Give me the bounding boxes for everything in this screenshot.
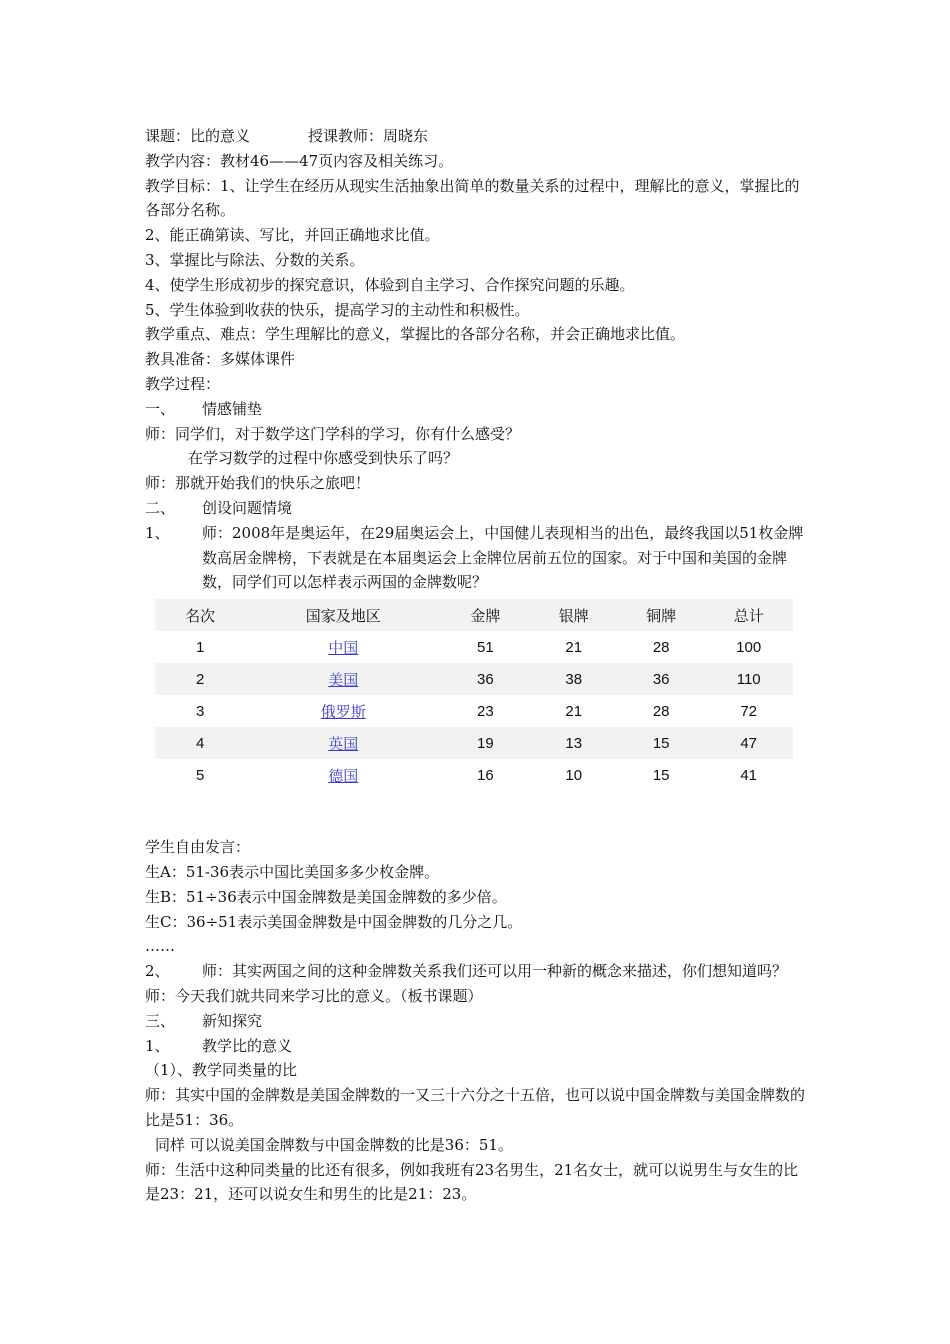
dialogue-line: 师：生活中这种同类量的比还有很多，例如我班有23名男生，21名女士，就可以说男生与女生的比是23：21，还可以说女生和男生的比是21：23。 xyxy=(145,1160,799,1204)
bronze-cell: 28 xyxy=(652,638,670,656)
gold-cell: 36 xyxy=(441,663,529,695)
objective-5: 5、学生体验到收获的快乐，提高学习的主动性和积极性。 xyxy=(145,300,530,319)
country-link[interactable]: 中国 xyxy=(328,638,359,657)
ellipsis-line: …… xyxy=(145,937,175,956)
silver-cell: 13 xyxy=(530,727,618,759)
dialogue-line: 师：其实中国的金牌数是美国金牌数的一又三十六分之十五倍，也可以说中国金牌数与美国金牌数的比是51：36。 xyxy=(145,1086,806,1129)
bronze-cell: 28 xyxy=(652,702,670,720)
gold-cell: 23 xyxy=(477,702,494,720)
section-title: 情感铺垫 xyxy=(202,399,263,418)
objective-4: 4、使学生形成初步的探究意识，体验到自主学习、合作探究问题的乐趣。 xyxy=(145,275,635,294)
rank-cell: 5 xyxy=(195,766,205,784)
gold-cell: 19 xyxy=(441,727,529,759)
dialogue-line: 师：同学们，对于数学这门学科的学习，你有什么感受？ xyxy=(145,424,521,443)
numbered-item xyxy=(145,521,810,595)
silver-cell: 10 xyxy=(565,766,583,784)
col-header: 名次 xyxy=(155,599,245,631)
rank-cell: 2 xyxy=(155,663,245,695)
lesson-topic: 课题：比的意义 xyxy=(145,127,251,145)
silver-cell: 21 xyxy=(565,638,583,656)
total-cell: 110 xyxy=(704,663,793,695)
medal-table xyxy=(155,599,793,791)
objective-3: 3、掌握比与除法、分数的关系。 xyxy=(145,250,365,269)
section-2-heading xyxy=(145,496,810,521)
key-points: 教学重点、难点：学生理解比的意义，掌握比的各部分名称，并会正确地求比值。 xyxy=(145,325,686,344)
country-link[interactable]: 俄罗斯 xyxy=(320,702,366,721)
numbered-item xyxy=(145,959,810,984)
col-header: 金牌 xyxy=(441,599,529,631)
bronze-cell: 15 xyxy=(618,727,704,759)
total-cell: 100 xyxy=(736,638,762,656)
discussion-line: 生A：51-36表示中国比美国多多少枚金牌。 xyxy=(145,862,440,881)
country-link[interactable]: 德国 xyxy=(328,766,359,785)
bronze-cell: 15 xyxy=(652,766,670,784)
total-cell: 41 xyxy=(740,766,758,784)
rank-cell: 4 xyxy=(155,727,245,759)
teaching-tools: 教具准备：多媒体课件 xyxy=(145,350,296,369)
table-header-row xyxy=(155,599,793,631)
country-link[interactable]: 美国 xyxy=(328,670,359,689)
col-header: 国家及地区 xyxy=(245,599,441,631)
rank-cell: 3 xyxy=(195,702,205,720)
objective-1: 教学目标：1、让学生在经历从现实生活抽象出简单的数量关系的过程中，理解比的意义，掌握比的各部分名称。 xyxy=(145,176,800,220)
section-number: 二、 xyxy=(145,498,176,517)
item-number: 1、 xyxy=(145,523,170,542)
table-row xyxy=(155,759,793,791)
dialogue-line: 师：那就开始我们的快乐之旅吧！ xyxy=(145,474,371,493)
bronze-cell: 36 xyxy=(618,663,704,695)
section-number: 一、 xyxy=(145,399,176,418)
section-title: 新知探究 xyxy=(202,1011,263,1030)
lesson-teacher: 授课教师：周晓东 xyxy=(308,127,429,145)
teaching-content: 教学内容：教材46——47页内容及相关练习。 xyxy=(145,151,454,170)
teaching-process: 教学过程： xyxy=(145,374,221,393)
numbered-item xyxy=(145,1034,810,1059)
subheading: （1）、教学同类量的比 xyxy=(145,1061,298,1080)
discussion-line: 生C：36÷51表示美国金牌数是中国金牌数的几分之几。 xyxy=(145,912,523,931)
title-line xyxy=(145,124,810,149)
col-header: 银牌 xyxy=(530,599,618,631)
country-link[interactable]: 英国 xyxy=(328,734,359,753)
item-text: 师：其实两国之间的这种金牌数关系我们还可以用一种新的概念来描述，你们想知道吗？ xyxy=(202,962,788,981)
section-title: 创设问题情境 xyxy=(202,498,293,517)
col-header: 铜牌 xyxy=(618,599,704,631)
section-1-heading xyxy=(145,397,810,422)
col-header: 总计 xyxy=(704,599,793,631)
table-row xyxy=(155,727,793,759)
silver-cell: 38 xyxy=(530,663,618,695)
dialogue-line: 在学习数学的过程中你感受到快乐了吗？ xyxy=(188,449,459,468)
total-cell: 47 xyxy=(704,727,793,759)
table-row xyxy=(155,695,793,727)
dialogue-line: 师：今天我们就共同来学习比的意义。（板书课题） xyxy=(145,986,483,1005)
table-row xyxy=(155,631,793,663)
rank-cell: 1 xyxy=(195,638,205,656)
item-number: 1、 xyxy=(145,1036,170,1055)
objective-2: 2、能正确第读、写比，并回正确地求比值。 xyxy=(145,226,440,245)
section-3-heading xyxy=(145,1009,810,1034)
table-row xyxy=(155,663,793,695)
item-title: 教学比的意义 xyxy=(202,1036,293,1055)
dialogue-line: 同样 可以说美国金牌数与中国金牌数的比是36：51。 xyxy=(155,1135,513,1154)
gold-cell: 51 xyxy=(477,638,494,656)
gold-cell: 16 xyxy=(477,766,494,784)
total-cell: 72 xyxy=(740,702,758,720)
item-text: 师：2008年是奥运年，在29届奥运会上，中国健儿表现相当的出色，最终我国以51枚金牌数高居金牌榜，下表就是在本届奥运会上金牌位居前五位的国家。对于中国和美国的金牌数，同学们可以怎样表示两国的金牌数呢？ xyxy=(202,523,804,592)
discussion-line: 学生自由发言： xyxy=(145,838,251,857)
section-number: 三、 xyxy=(145,1011,176,1030)
lesson-plan-body xyxy=(145,124,810,1207)
item-number: 2、 xyxy=(145,962,170,981)
discussion-line: 生B：51÷36表示中国金牌数是美国金牌数的多少倍。 xyxy=(145,887,507,906)
silver-cell: 21 xyxy=(565,702,583,720)
